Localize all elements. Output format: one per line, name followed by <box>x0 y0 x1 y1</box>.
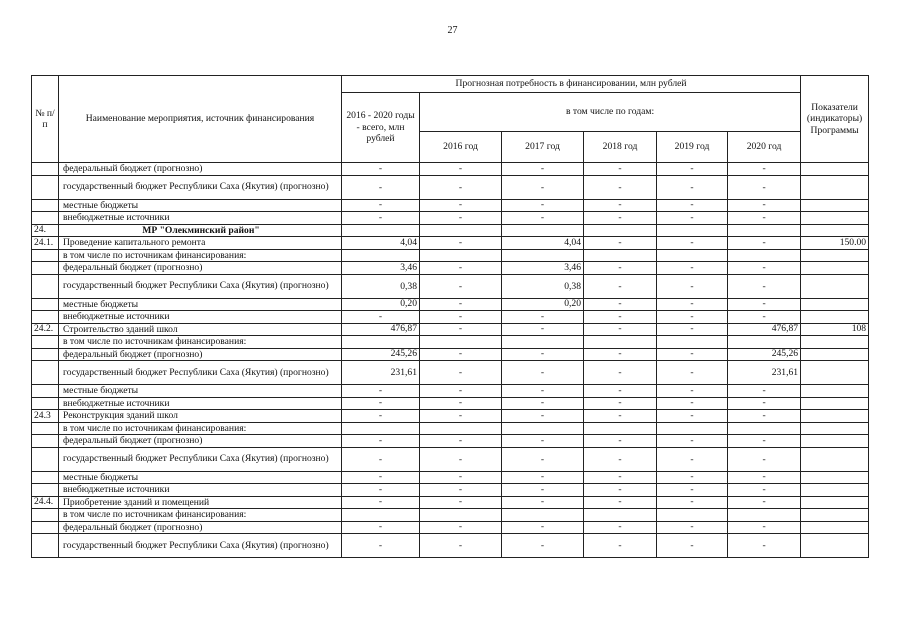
row-name: Проведение капитального ремонта <box>59 237 342 250</box>
cell-y2017: - <box>502 175 584 199</box>
row-name: государственный бюджет Республики Саха (Якутия) (прогнозно) <box>59 447 342 471</box>
cell-total: 231,61 <box>342 361 420 385</box>
financing-table <box>31 75 869 558</box>
cell-total: - <box>342 410 420 423</box>
cell-indicator <box>801 311 869 324</box>
row-name: федеральный бюджет (прогнозно) <box>59 163 342 176</box>
row-number: 24. <box>32 224 59 237</box>
cell-y2016: - <box>420 298 502 311</box>
table-row <box>32 237 869 250</box>
cell-y2016: - <box>420 199 502 212</box>
table-row <box>32 323 869 336</box>
cell-total: 3,46 <box>342 262 420 275</box>
cell-y2018 <box>584 422 657 435</box>
cell-y2018: - <box>584 212 657 225</box>
cell-y2020: - <box>728 274 801 298</box>
cell-y2017 <box>502 224 584 237</box>
cell-y2018: - <box>584 385 657 398</box>
header-forecast: Прогнозная потребность в финансировании, млн рублей <box>342 76 801 93</box>
row-number <box>32 199 59 212</box>
cell-total: - <box>342 311 420 324</box>
cell-y2019: - <box>657 471 728 484</box>
cell-y2017: 3,46 <box>502 262 584 275</box>
header-year-2019: 2019 год <box>657 132 728 163</box>
cell-y2019: - <box>657 484 728 497</box>
cell-total: 0,20 <box>342 298 420 311</box>
table-row <box>32 212 869 225</box>
row-name: федеральный бюджет (прогнозно) <box>59 348 342 361</box>
table-row <box>32 348 869 361</box>
cell-y2020: - <box>728 496 801 509</box>
header-name: Наименование мероприятия, источник финансирования <box>59 76 342 163</box>
cell-y2017: - <box>502 361 584 385</box>
cell-y2017 <box>502 422 584 435</box>
cell-indicator <box>801 484 869 497</box>
cell-y2020 <box>728 249 801 262</box>
table-body <box>32 163 869 558</box>
cell-y2019 <box>657 422 728 435</box>
row-name: местные бюджеты <box>59 298 342 311</box>
cell-y2016: - <box>420 397 502 410</box>
cell-indicator <box>801 447 869 471</box>
row-number <box>32 435 59 448</box>
cell-y2017: - <box>502 521 584 534</box>
row-name: внебюджетные источники <box>59 311 342 324</box>
header-year-2016: 2016 год <box>420 132 502 163</box>
row-name: федеральный бюджет (прогнозно) <box>59 435 342 448</box>
header-year-2020: 2020 год <box>728 132 801 163</box>
row-number <box>32 175 59 199</box>
cell-total: 0,38 <box>342 274 420 298</box>
cell-indicator <box>801 348 869 361</box>
cell-y2019: - <box>657 447 728 471</box>
cell-y2016: - <box>420 484 502 497</box>
cell-indicator <box>801 521 869 534</box>
cell-y2018: - <box>584 348 657 361</box>
table-row <box>32 249 869 262</box>
cell-y2018: - <box>584 298 657 311</box>
cell-y2019 <box>657 249 728 262</box>
table-row <box>32 521 869 534</box>
cell-y2019: - <box>657 274 728 298</box>
cell-y2019: - <box>657 212 728 225</box>
section-title: МР "Олекминский район" <box>59 224 342 237</box>
cell-y2020: - <box>728 397 801 410</box>
cell-total: - <box>342 175 420 199</box>
row-name: в том числе по источникам финансирования: <box>59 509 342 522</box>
cell-y2020: - <box>728 435 801 448</box>
cell-total: - <box>342 163 420 176</box>
cell-y2017: 4,04 <box>502 237 584 250</box>
row-number <box>32 509 59 522</box>
cell-y2018: - <box>584 410 657 423</box>
cell-y2016: - <box>420 262 502 275</box>
cell-y2018 <box>584 336 657 349</box>
cell-y2020: - <box>728 447 801 471</box>
cell-y2016: - <box>420 311 502 324</box>
table-row <box>32 274 869 298</box>
cell-indicator <box>801 496 869 509</box>
table-row <box>32 509 869 522</box>
cell-indicator <box>801 422 869 435</box>
cell-indicator: 150.00 <box>801 237 869 250</box>
header-no: № п/п <box>32 76 59 163</box>
cell-y2017: - <box>502 385 584 398</box>
cell-indicator <box>801 410 869 423</box>
cell-y2019 <box>657 336 728 349</box>
cell-y2019: - <box>657 348 728 361</box>
row-number <box>32 447 59 471</box>
header-indicators: Показатели (индикаторы) Программы <box>801 76 869 163</box>
cell-y2018: - <box>584 484 657 497</box>
cell-total <box>342 249 420 262</box>
table-row <box>32 447 869 471</box>
cell-total: - <box>342 471 420 484</box>
cell-y2018: - <box>584 199 657 212</box>
cell-y2020 <box>728 224 801 237</box>
cell-y2016 <box>420 336 502 349</box>
table-row <box>32 361 869 385</box>
table-row <box>32 336 869 349</box>
row-name: в том числе по источникам финансирования: <box>59 336 342 349</box>
table-row <box>32 410 869 423</box>
cell-total: - <box>342 496 420 509</box>
cell-indicator <box>801 471 869 484</box>
cell-indicator <box>801 534 869 558</box>
table-row <box>32 224 869 237</box>
cell-y2016: - <box>420 385 502 398</box>
cell-y2020: - <box>728 484 801 497</box>
header-year-2018: 2018 год <box>584 132 657 163</box>
row-number <box>32 521 59 534</box>
cell-y2019: - <box>657 199 728 212</box>
row-number: 24.4. <box>32 496 59 509</box>
cell-y2019: - <box>657 175 728 199</box>
row-number <box>32 311 59 324</box>
cell-y2018: - <box>584 361 657 385</box>
cell-y2020 <box>728 336 801 349</box>
row-number: 24.1. <box>32 237 59 250</box>
cell-indicator <box>801 274 869 298</box>
cell-total: 4,04 <box>342 237 420 250</box>
cell-indicator <box>801 435 869 448</box>
cell-y2016: - <box>420 274 502 298</box>
row-number <box>32 212 59 225</box>
cell-total: - <box>342 521 420 534</box>
cell-total: - <box>342 484 420 497</box>
cell-y2020: - <box>728 311 801 324</box>
header-total: 2016 - 2020 годы - всего, млн рублей <box>342 93 420 163</box>
row-number: 24.3 <box>32 410 59 423</box>
cell-y2019: - <box>657 311 728 324</box>
cell-indicator <box>801 385 869 398</box>
cell-y2019: - <box>657 237 728 250</box>
cell-y2016: - <box>420 410 502 423</box>
page-number: 27 <box>447 25 458 36</box>
cell-y2019: - <box>657 435 728 448</box>
row-name: внебюджетные источники <box>59 397 342 410</box>
cell-y2016 <box>420 224 502 237</box>
cell-y2020: - <box>728 199 801 212</box>
cell-indicator <box>801 175 869 199</box>
cell-y2018: - <box>584 435 657 448</box>
cell-y2016: - <box>420 496 502 509</box>
row-name: федеральный бюджет (прогнозно) <box>59 262 342 275</box>
cell-y2016: - <box>420 348 502 361</box>
cell-y2017: 0,38 <box>502 274 584 298</box>
cell-y2016 <box>420 422 502 435</box>
cell-indicator <box>801 262 869 275</box>
row-number <box>32 298 59 311</box>
cell-y2016: - <box>420 212 502 225</box>
cell-y2019: - <box>657 163 728 176</box>
row-name: местные бюджеты <box>59 199 342 212</box>
cell-y2017: - <box>502 163 584 176</box>
cell-y2017: - <box>502 348 584 361</box>
table-row <box>32 175 869 199</box>
cell-y2018: - <box>584 471 657 484</box>
cell-y2020: - <box>728 471 801 484</box>
cell-y2019: - <box>657 361 728 385</box>
row-name: внебюджетные источники <box>59 212 342 225</box>
cell-y2017: - <box>502 311 584 324</box>
cell-y2018: - <box>584 496 657 509</box>
cell-y2017: - <box>502 447 584 471</box>
cell-y2020: - <box>728 262 801 275</box>
cell-y2018: - <box>584 397 657 410</box>
cell-y2017: - <box>502 484 584 497</box>
row-number <box>32 274 59 298</box>
row-number <box>32 385 59 398</box>
cell-total: - <box>342 199 420 212</box>
cell-y2020: - <box>728 534 801 558</box>
cell-indicator <box>801 212 869 225</box>
row-name: в том числе по источникам финансирования: <box>59 422 342 435</box>
cell-y2020: - <box>728 163 801 176</box>
cell-total <box>342 336 420 349</box>
row-name: Приобретение зданий и помещений <box>59 496 342 509</box>
row-number <box>32 163 59 176</box>
cell-y2016: - <box>420 447 502 471</box>
cell-y2018 <box>584 249 657 262</box>
cell-y2018: - <box>584 521 657 534</box>
cell-y2018: - <box>584 447 657 471</box>
cell-y2020: - <box>728 175 801 199</box>
cell-y2020 <box>728 509 801 522</box>
table-row <box>32 163 869 176</box>
cell-y2017: - <box>502 410 584 423</box>
cell-y2018: - <box>584 163 657 176</box>
row-name: государственный бюджет Республики Саха (Якутия) (прогнозно) <box>59 274 342 298</box>
table-row <box>32 385 869 398</box>
cell-y2018: - <box>584 534 657 558</box>
row-number <box>32 422 59 435</box>
cell-y2020 <box>728 422 801 435</box>
cell-y2017: - <box>502 199 584 212</box>
cell-total: - <box>342 385 420 398</box>
cell-y2016: - <box>420 471 502 484</box>
header-by-years: в том числе по годам: <box>420 93 801 132</box>
cell-indicator <box>801 509 869 522</box>
cell-y2016: - <box>420 534 502 558</box>
table-row <box>32 435 869 448</box>
row-number <box>32 336 59 349</box>
cell-y2016: - <box>420 163 502 176</box>
row-number <box>32 249 59 262</box>
row-number <box>32 534 59 558</box>
cell-indicator <box>801 336 869 349</box>
cell-indicator <box>801 163 869 176</box>
cell-y2019: - <box>657 397 728 410</box>
cell-y2020: - <box>728 521 801 534</box>
cell-y2020: - <box>728 385 801 398</box>
row-number <box>32 361 59 385</box>
header-year-2017: 2017 год <box>502 132 584 163</box>
row-name: государственный бюджет Республики Саха (Якутия) (прогнозно) <box>59 534 342 558</box>
cell-y2019 <box>657 509 728 522</box>
row-number <box>32 397 59 410</box>
table-row <box>32 199 869 212</box>
cell-y2016 <box>420 249 502 262</box>
cell-y2017: - <box>502 534 584 558</box>
row-name: местные бюджеты <box>59 471 342 484</box>
cell-y2017: 0,20 <box>502 298 584 311</box>
table-row <box>32 262 869 275</box>
table-row <box>32 311 869 324</box>
cell-y2017 <box>502 249 584 262</box>
table-row <box>32 496 869 509</box>
cell-y2016: - <box>420 521 502 534</box>
row-name: государственный бюджет Республики Саха (Якутия) (прогнозно) <box>59 175 342 199</box>
table-row <box>32 534 869 558</box>
cell-y2017: - <box>502 471 584 484</box>
cell-y2016: - <box>420 175 502 199</box>
cell-y2017 <box>502 509 584 522</box>
cell-y2017: - <box>502 323 584 336</box>
cell-indicator <box>801 397 869 410</box>
cell-y2020: 476,87 <box>728 323 801 336</box>
cell-y2016 <box>420 509 502 522</box>
cell-y2019 <box>657 224 728 237</box>
cell-y2020: 245,26 <box>728 348 801 361</box>
row-number <box>32 348 59 361</box>
cell-y2018 <box>584 224 657 237</box>
cell-total: - <box>342 397 420 410</box>
cell-y2019: - <box>657 496 728 509</box>
cell-y2018: - <box>584 237 657 250</box>
cell-total: - <box>342 534 420 558</box>
cell-indicator <box>801 199 869 212</box>
cell-y2016: - <box>420 323 502 336</box>
cell-y2020: 231,61 <box>728 361 801 385</box>
cell-y2017: - <box>502 212 584 225</box>
cell-y2019: - <box>657 385 728 398</box>
table-row <box>32 298 869 311</box>
cell-y2017: - <box>502 496 584 509</box>
cell-total <box>342 224 420 237</box>
cell-y2019: - <box>657 298 728 311</box>
row-name: федеральный бюджет (прогнозно) <box>59 521 342 534</box>
cell-y2016: - <box>420 361 502 385</box>
cell-y2017 <box>502 336 584 349</box>
table-row <box>32 471 869 484</box>
cell-y2019: - <box>657 521 728 534</box>
cell-indicator <box>801 298 869 311</box>
cell-y2018: - <box>584 262 657 275</box>
row-name: Строительство зданий школ <box>59 323 342 336</box>
cell-total: - <box>342 447 420 471</box>
row-name: местные бюджеты <box>59 385 342 398</box>
row-name: Реконструкция зданий школ <box>59 410 342 423</box>
cell-total <box>342 509 420 522</box>
cell-y2019: - <box>657 410 728 423</box>
cell-y2018 <box>584 509 657 522</box>
cell-y2016: - <box>420 237 502 250</box>
cell-y2018: - <box>584 175 657 199</box>
cell-indicator <box>801 249 869 262</box>
row-number <box>32 262 59 275</box>
cell-indicator: 108 <box>801 323 869 336</box>
cell-y2020: - <box>728 410 801 423</box>
cell-y2019: - <box>657 262 728 275</box>
table-row <box>32 484 869 497</box>
cell-y2018: - <box>584 311 657 324</box>
cell-indicator <box>801 224 869 237</box>
cell-y2019: - <box>657 534 728 558</box>
cell-y2020: - <box>728 298 801 311</box>
cell-total: - <box>342 212 420 225</box>
row-number <box>32 484 59 497</box>
row-name: государственный бюджет Республики Саха (Якутия) (прогнозно) <box>59 361 342 385</box>
cell-y2017: - <box>502 397 584 410</box>
cell-total: - <box>342 435 420 448</box>
cell-indicator <box>801 361 869 385</box>
row-number: 24.2. <box>32 323 59 336</box>
row-name: в том числе по источникам финансирования: <box>59 249 342 262</box>
table-row <box>32 422 869 435</box>
cell-y2018: - <box>584 323 657 336</box>
cell-y2018: - <box>584 274 657 298</box>
cell-y2019: - <box>657 323 728 336</box>
cell-total: 245,26 <box>342 348 420 361</box>
cell-y2016: - <box>420 435 502 448</box>
cell-y2020: - <box>728 237 801 250</box>
cell-total: 476,87 <box>342 323 420 336</box>
row-number <box>32 471 59 484</box>
cell-y2020: - <box>728 212 801 225</box>
row-name: внебюджетные источники <box>59 484 342 497</box>
cell-total <box>342 422 420 435</box>
cell-y2017: - <box>502 435 584 448</box>
table-row <box>32 397 869 410</box>
